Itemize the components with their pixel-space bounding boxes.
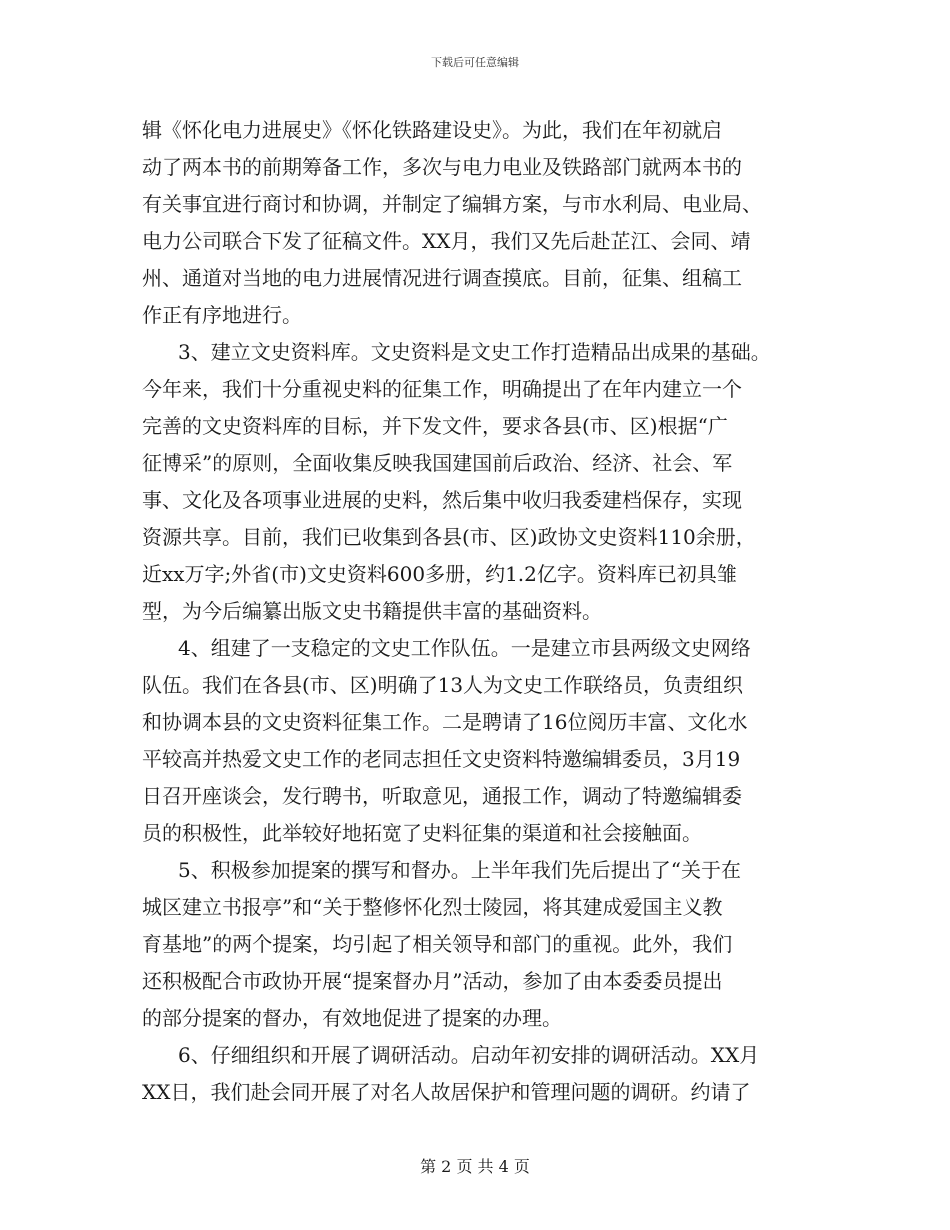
- paragraph-start-line: 6、仔细组织和开展了调研活动。启动年初安排的调研活动。XX月: [178, 1043, 760, 1067]
- text-line: 近xx万字;外省(市)文史资料600多册，约1.2亿字。资料库已初具雏: [142, 562, 737, 586]
- text-line: 完善的文史资料库的目标，并下发文件，要求各县(市、区)根据“广: [142, 414, 728, 438]
- page-footer: 第 2 页 共 4 页: [420, 1157, 530, 1176]
- text-line: 事、文化及各项事业进展的史料，然后集中收归我委建档保存，实现: [142, 488, 742, 512]
- text-line: 平较高并热爱文史工作的老同志担任文史资料特邀编辑委员，3月19: [142, 747, 741, 771]
- text-line: 的部分提案的督办，有效地促进了提案的办理。: [142, 1006, 562, 1030]
- text-line: 日召开座谈会，发行聘书，听取意见，通报工作，调动了特邀编辑委: [142, 784, 742, 808]
- text-line: 征博采”的原则，全面收集反映我国建国前后政治、经济、社会、军: [142, 451, 733, 475]
- text-line: XX日，我们赴会同开展了对名人故居保护和管理问题的调研。约请了: [142, 1080, 751, 1104]
- paragraph-start-line: 4、组建了一支稳定的文史工作队伍。一是建立市县两级文史网络: [178, 636, 751, 660]
- text-line: 州、通道对当地的电力进展情况进行调查摸底。目前，征集、组稿工: [142, 266, 742, 290]
- text-line: 资源共享。目前，我们已收集到各县(市、区)政协文史资料110余册，: [142, 525, 756, 549]
- page-header: 下载后可任意编辑: [431, 56, 519, 69]
- text-line: 今年来，我们十分重视史料的征集工作，明确提出了在年内建立一个: [142, 377, 742, 401]
- text-line: 队伍。我们在各县(市、区)明确了13人为文史工作联络员，负责组织: [142, 673, 744, 697]
- paragraph-start-line: 3、建立文史资料库。文史资料是文史工作打造精品出成果的基础。: [178, 340, 771, 364]
- body-text: [142, 112, 812, 1111]
- text-line: 和协调本县的文史资料征集工作。二是聘请了16位阅历丰富、文化水: [142, 710, 748, 734]
- text-line: 型，为今后编纂出版文史书籍提供丰富的基础资料。: [142, 599, 602, 623]
- text-line: 动了两本书的前期筹备工作，多次与电力电业及铁路部门就两本书的: [142, 155, 742, 179]
- text-line: 还积极配合市政协开展“提案督办月”活动，参加了由本委委员提出: [142, 969, 723, 993]
- text-line: 员的积极性，此举较好地拓宽了史料征集的渠道和社会接触面。: [142, 821, 702, 845]
- text-line: 城区建立书报亭”和“关于整修怀化烈士陵园，将其建成爱国主义教: [142, 895, 723, 919]
- paragraph-start-line: 5、积极参加提案的撰写和督办。上半年我们先后提出了“关于在: [178, 858, 741, 882]
- text-line: 电力公司联合下发了征稿文件。XX月，我们又先后赴芷江、会同、靖: [142, 229, 751, 253]
- text-line: 作正有序地进行。: [142, 303, 302, 327]
- text-line: 育基地”的两个提案，均引起了相关领导和部门的重视。此外，我们: [142, 932, 733, 956]
- text-line: 有关事宜进行商讨和协调，并制定了编辑方案，与市水利局、电业局、: [142, 192, 762, 216]
- text-line: 辑《怀化电力进展史》《怀化铁路建设史》。为此，我们在年初就启: [142, 118, 722, 142]
